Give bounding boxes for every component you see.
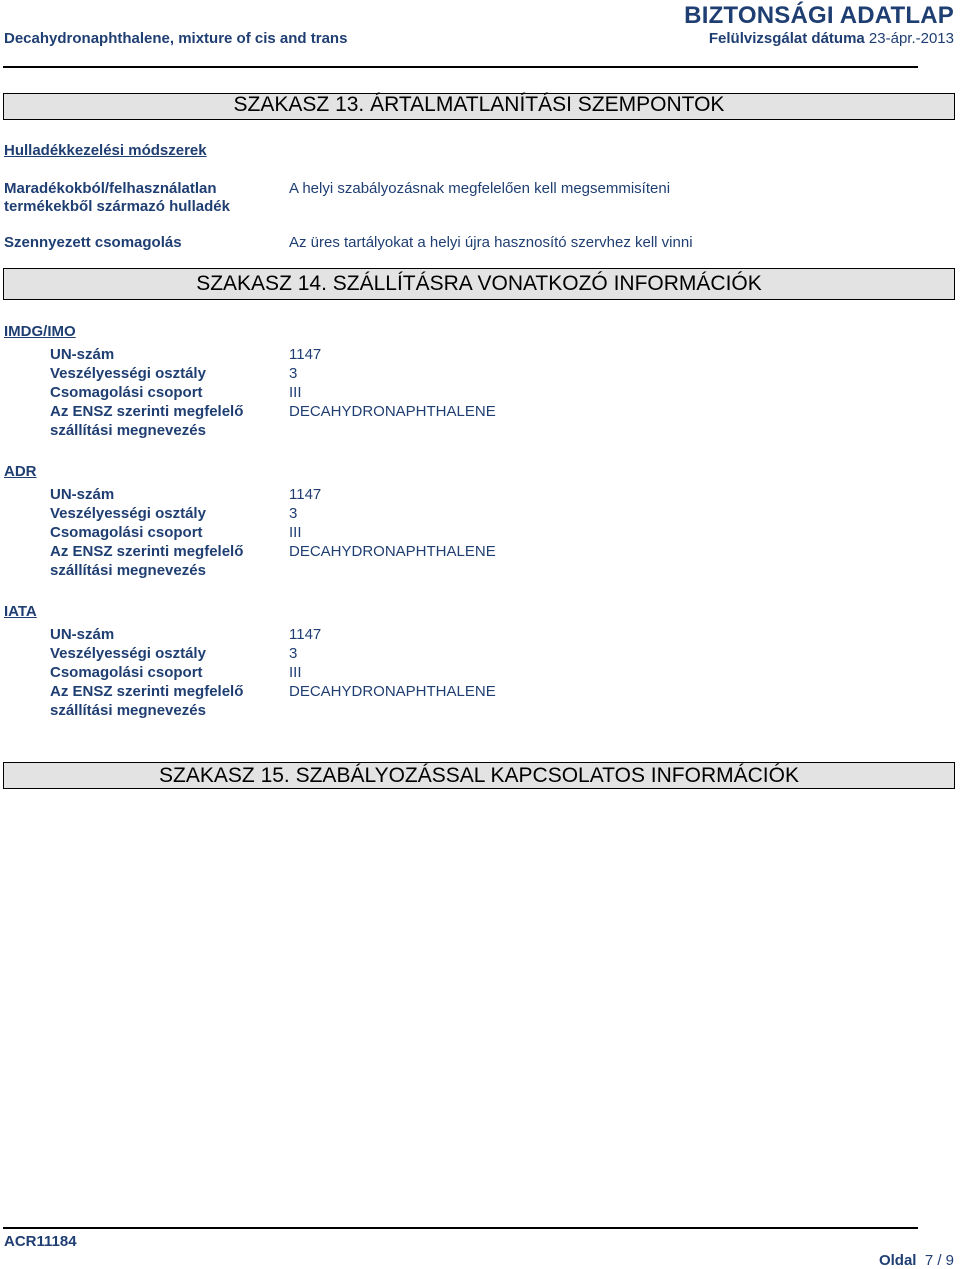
shipping-name-label-line1: Az ENSZ szerinti megfelelő xyxy=(50,403,244,420)
shipping-name-value: DECAHYDRONAPHTHALENE xyxy=(289,543,496,560)
un-number-label: UN-szám xyxy=(50,626,115,643)
page-number xyxy=(879,1252,954,1269)
shipping-name-label-line1: Az ENSZ szerinti megfelelő xyxy=(50,683,244,700)
shipping-name-label-line2: szállítási megnevezés xyxy=(50,562,206,579)
residue-waste-label-line2: termékekből származó hulladék xyxy=(4,198,230,215)
un-number-label: UN-szám xyxy=(50,346,115,363)
transport-mode-heading: IATA xyxy=(4,603,37,620)
hazard-class-label: Veszélyességi osztály xyxy=(50,645,206,662)
waste-methods-heading: Hulladékkezelési módszerek xyxy=(4,142,207,159)
un-number-value: 1147 xyxy=(289,626,322,643)
packing-group-label: Csomagolási csoport xyxy=(50,384,203,401)
hazard-class-value: 3 xyxy=(289,645,298,662)
packing-group-value: III xyxy=(289,384,302,401)
document-code: ACR11184 xyxy=(4,1233,77,1250)
un-number-value: 1147 xyxy=(289,346,322,363)
transport-block-adr xyxy=(50,485,243,580)
revision-label: Felülvizsgálat dátuma xyxy=(708,30,865,47)
transport-mode-heading: IMDG/IMO xyxy=(4,323,76,340)
contaminated-packaging-label: Szennyezett csomagolás xyxy=(4,234,182,251)
un-number-label: UN-szám xyxy=(50,486,115,503)
transport-block-iata xyxy=(50,625,243,720)
page-label: Oldal xyxy=(878,1252,917,1269)
transport-values-iata xyxy=(289,625,496,701)
section-14-title: SZAKASZ 14. SZÁLLÍTÁSRA VONATKOZÓ INFORMÁCIÓK xyxy=(196,272,762,295)
un-number-value: 1147 xyxy=(289,486,322,503)
hazard-class-label: Veszélyességi osztály xyxy=(50,365,206,382)
transport-values-imdg xyxy=(289,345,496,421)
packing-group-label: Csomagolási csoport xyxy=(50,524,203,541)
packing-group-value: III xyxy=(289,524,302,541)
section-14-banner xyxy=(3,268,955,300)
shipping-name-value: DECAHYDRONAPHTHALENE xyxy=(289,403,496,420)
section-13-title: SZAKASZ 13. ÁRTALMATLANÍTÁSI SZEMPONTOK xyxy=(233,93,725,116)
section-15-banner xyxy=(3,762,955,789)
footer-divider xyxy=(3,1227,918,1229)
page-value: 7 / 9 xyxy=(924,1252,954,1269)
shipping-name-label-line2: szállítási megnevezés xyxy=(50,702,206,719)
revision-date-value: 23-ápr.-2013 xyxy=(868,30,954,47)
revision-date xyxy=(709,30,954,47)
residue-waste-label-line1: Maradékokból/felhasználatlan xyxy=(4,180,217,197)
product-name: Decahydronaphthalene, mixture of cis and trans xyxy=(4,30,348,47)
section-15-title: SZAKASZ 15. SZABÁLYOZÁSSAL KAPCSOLATOS INFORMÁCIÓK xyxy=(159,763,799,787)
shipping-name-value: DECAHYDRONAPHTHALENE xyxy=(289,683,496,700)
header-divider xyxy=(3,66,918,68)
contaminated-packaging-value: Az üres tartályokat a helyi újra hasznosító szervhez kell vinni xyxy=(289,234,693,251)
section-13-banner xyxy=(3,93,955,120)
shipping-name-label-line2: szállítási megnevezés xyxy=(50,422,206,439)
hazard-class-value: 3 xyxy=(289,505,298,522)
shipping-name-label-line1: Az ENSZ szerinti megfelelő xyxy=(50,543,244,560)
transport-block-imdg xyxy=(50,345,243,440)
transport-mode-heading: ADR xyxy=(4,463,37,480)
packing-group-label: Csomagolási csoport xyxy=(50,664,203,681)
hazard-class-value: 3 xyxy=(289,365,298,382)
transport-values-adr xyxy=(289,485,496,561)
packing-group-value: III xyxy=(289,664,302,681)
hazard-class-label: Veszélyességi osztály xyxy=(50,505,206,522)
residue-waste-label xyxy=(4,180,230,216)
document-title: BIZTONSÁGI ADATLAP xyxy=(684,2,954,29)
residue-waste-value: A helyi szabályozásnak megfelelően kell megsemmisíteni xyxy=(289,180,671,197)
